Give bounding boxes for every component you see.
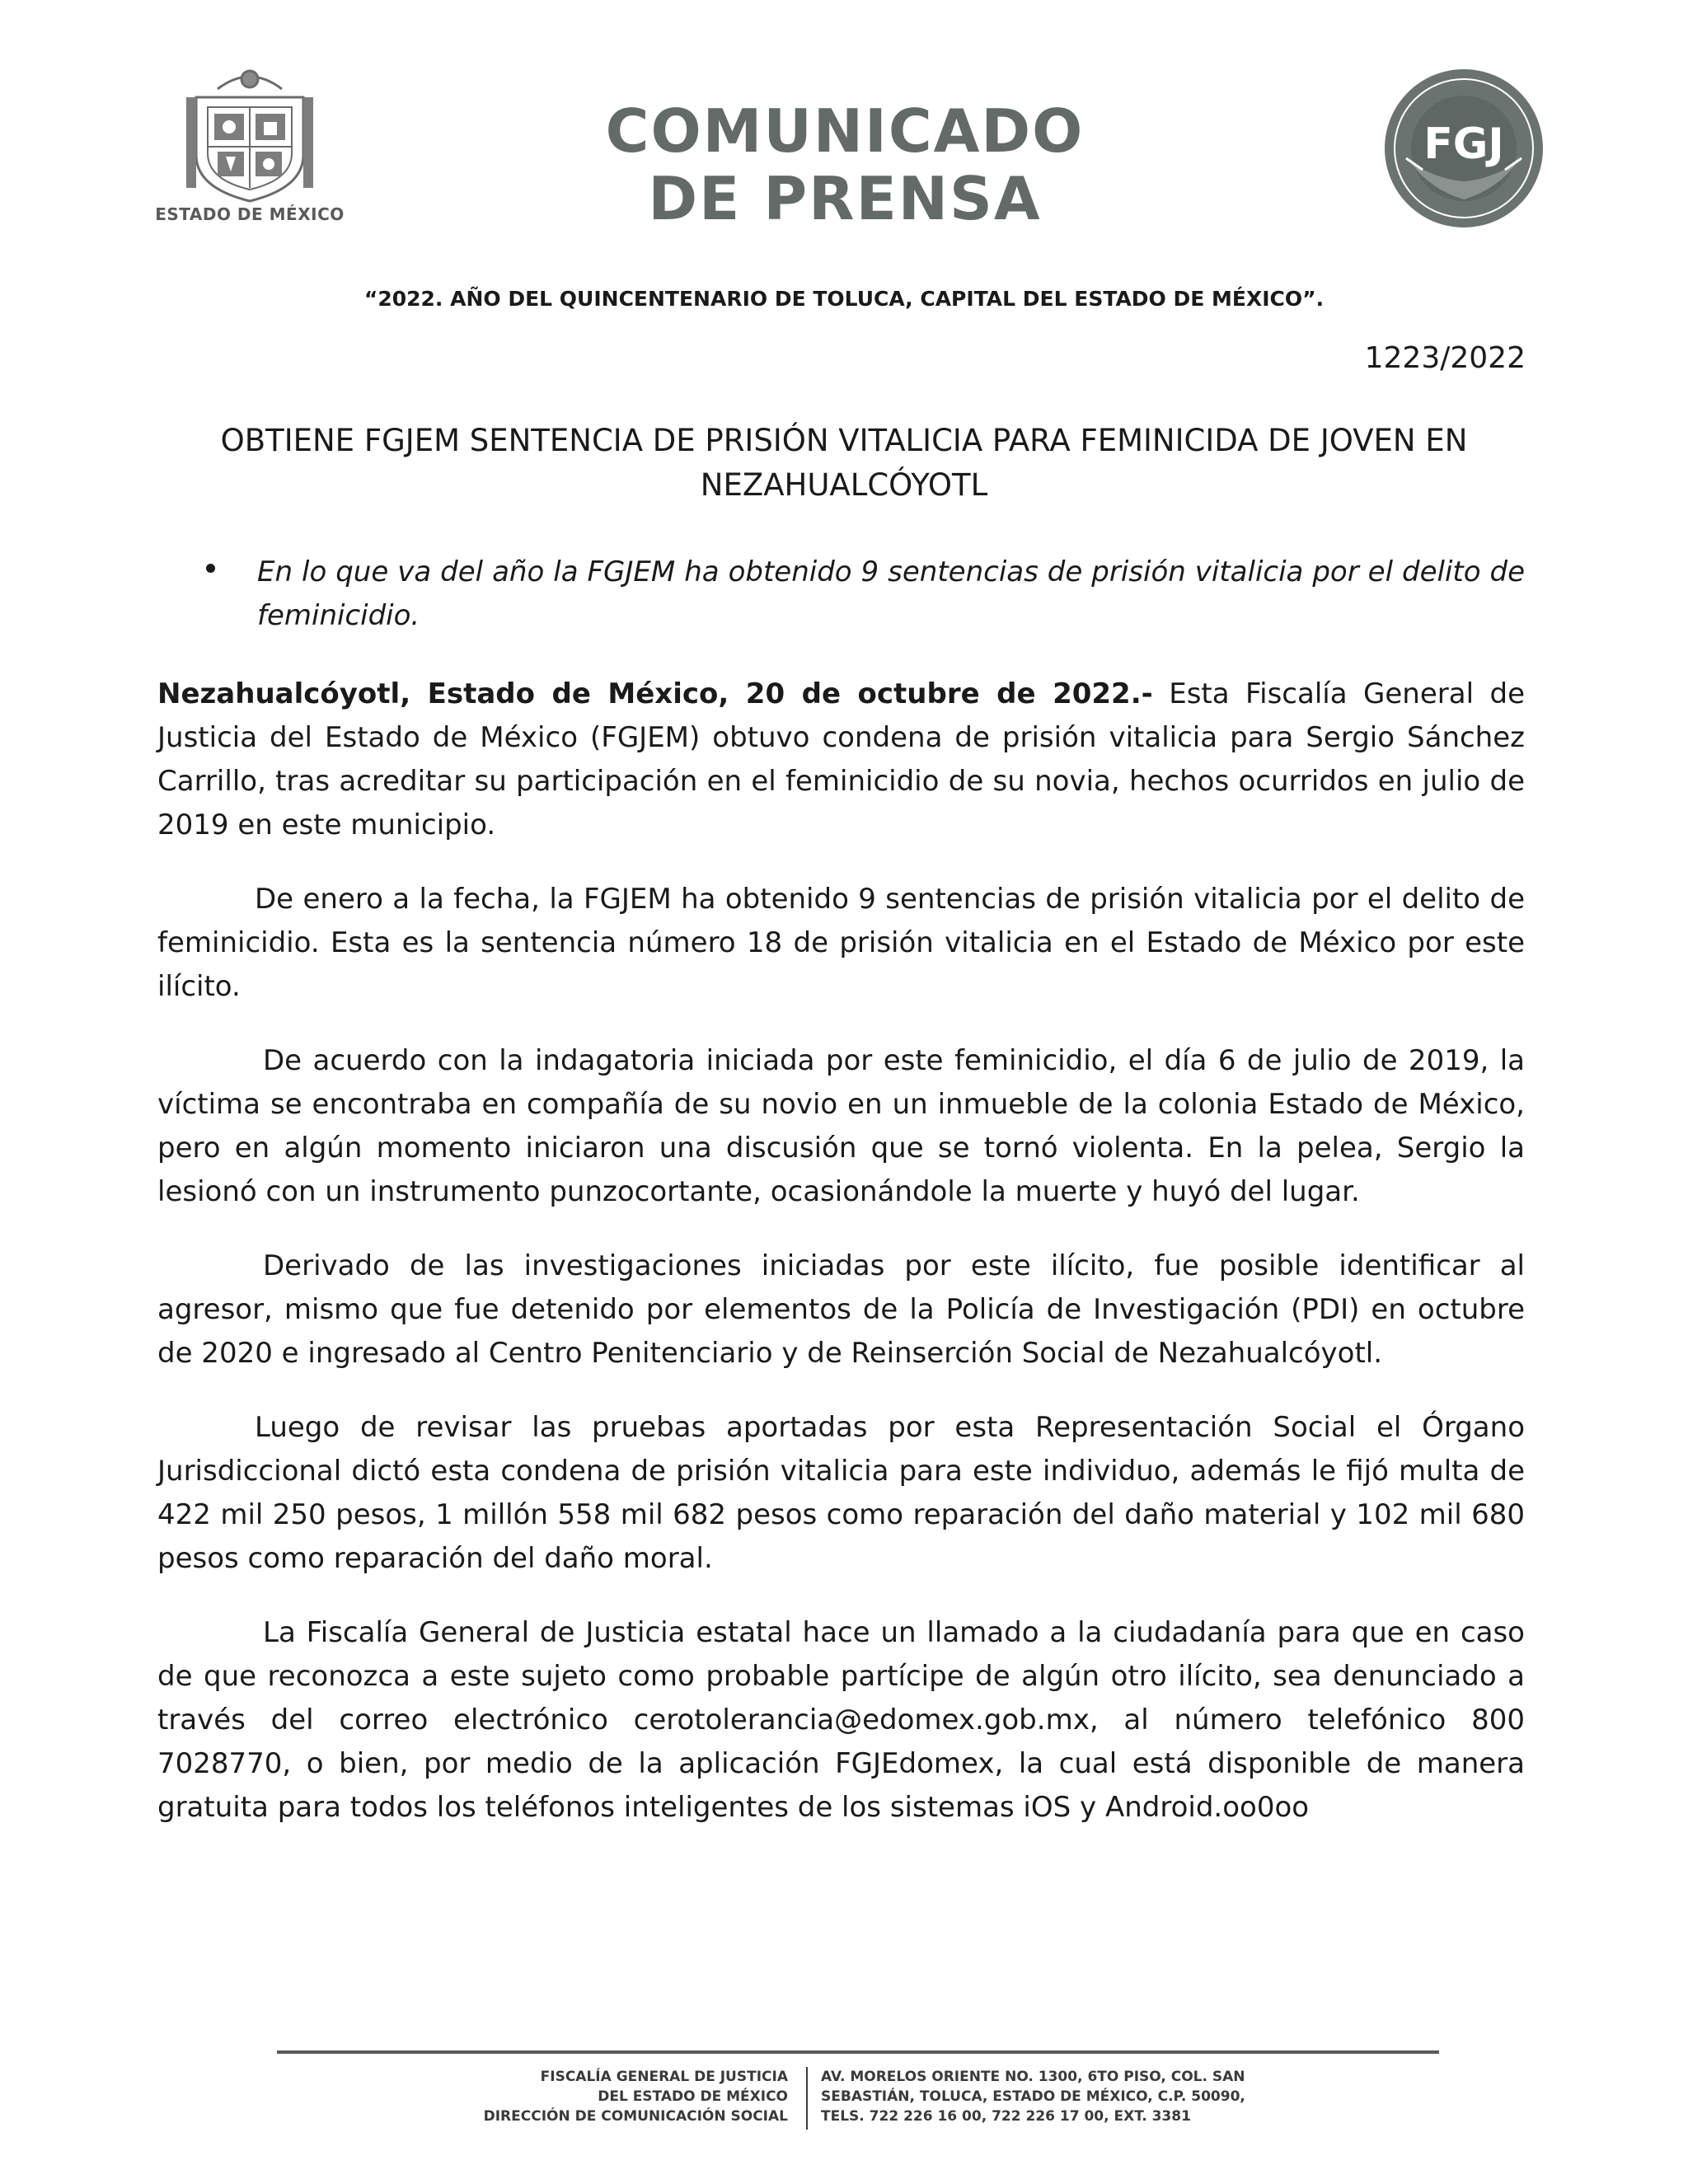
paragraph-3: De acuerdo con la indagatoria iniciada por este feminicidio, el día 6 de julio de 2019, la víctima se encontraba en compañía de su novio en un inmueble de la colonia Estado de México, pero en algún momento iniciaron una discusión que se tornó violenta. En la pelea, Sergio la lesionó con un instrumento punzocortante, ocasionándole la muerte y huyó del lugar. xyxy=(157,1044,1525,1208)
year-motto: “2022. AÑO DEL QUINCENTENARIO DE TOLUCA, CAPITAL DEL ESTADO DE MÉXICO”. xyxy=(363,287,1325,311)
paragraph-2: De enero a la fecha, la FGJEM ha obtenido 9 sentencias de prisión vitalicia por el delito de feminicidio. Esta es la sentencia número 18 de prisión vitalicia en el Estado de México por este ilícito. xyxy=(157,883,1525,1003)
footer-right-line-2: SEBASTIÁN, TOLUCA, ESTADO DE MÉXICO, C.P. 50090, xyxy=(821,2088,1245,2105)
title-line-1: COMUNICADO xyxy=(605,96,1085,166)
headline: OBTIENE FGJEM SENTENCIA DE PRISIÓN VITALICIA PARA FEMINICIDA DE JOVEN EN NEZAHUALCÓYOTL xyxy=(220,423,1468,503)
paragraph-1 xyxy=(157,673,1525,847)
title-line-2: DE PRENSA xyxy=(648,164,1042,233)
page-title xyxy=(495,97,1195,232)
footer-right-line-3: TELS. 722 226 16 00, 722 226 17 00, EXT. 3381 xyxy=(821,2108,1191,2125)
footer-divider-line xyxy=(277,2050,1439,2054)
fgj-logo xyxy=(1381,66,1546,231)
paragraph-5: Luego de revisar las pruebas aportadas por esta Representación Social el Órgano Jurisdiccional dictó esta condena de prisión vitalicia para este individuo, además le fijó multa de 422 mil 250 pesos, 1 millón 558 mil 682 pesos como reparación del daño material y 102 mil 680 pesos como reparación del daño moral. xyxy=(157,1411,1525,1575)
paragraph-6: La Fiscalía General de Justicia estatal hace un llamado a la ciudadanía para que en caso de que reconozca a este sujeto como probable partícipe de algún otro ilícito, sea denunciado a través del correo electrónico cerotolerancia@edomex.gob.mx, al número telefónico 800 7028770, o bien, por medio de la aplicación FGJEdomex, la cual está disponible de manera gratuita para todos los teléfonos inteligentes de los sistemas iOS y Android.oo0oo xyxy=(157,1616,1525,1824)
bullet-summary: En lo que va del año la FGJEM ha obtenido 9 sentencias de prisión vitalicia por el delito de feminicidio. xyxy=(257,555,1525,632)
footer-address xyxy=(821,2067,1332,2126)
coat-of-arms-icon xyxy=(185,64,315,204)
fgj-seal-text: FGJ xyxy=(1423,120,1504,169)
footer-left-line-2: DEL ESTADO DE MÉXICO xyxy=(598,2088,788,2105)
dateline: Nezahualcóyotl, Estado de México, 20 de octubre de 2022.- xyxy=(157,677,1153,710)
footer-left-line-3: DIRECCIÓN DE COMUNICACIÓN SOCIAL xyxy=(483,2108,788,2125)
paragraph-1-text: Esta Fiscalía General de Justicia del Estado de México (FGJEM) obtuvo condena de prisión vitalicia para Sergio Sánchez Carrillo, tras acreditar su participación en el feminicidio de su novia, hechos ocurridos en julio de 2019 en este municipio. xyxy=(157,677,1525,841)
bullet-icon xyxy=(206,564,215,573)
press-body xyxy=(157,673,1525,1860)
bulletin-number: 1223/2022 xyxy=(1364,341,1526,375)
footer-institution xyxy=(363,2067,788,2126)
paragraph-4: Derivado de las investigaciones iniciadas por este ilícito, fue posible identificar al agresor, mismo que fue detenido por elementos de la Policía de Investigación (PDI) en octubre de 2020 e ingresado al Centro Penitenciario y de Reinserción Social de Nezahualcóyotl. xyxy=(157,1249,1525,1370)
footer-left-line-1: FISCALÍA GENERAL DE JUSTICIA xyxy=(540,2069,788,2085)
estado-de-mexico-caption: ESTADO DE MÉXICO xyxy=(155,204,345,224)
footer-right-line-1: AV. MORELOS ORIENTE NO. 1300, 6TO PISO, COL. SAN xyxy=(821,2069,1245,2085)
footer-vertical-divider xyxy=(806,2067,808,2130)
fgj-seal-icon xyxy=(1381,66,1546,231)
